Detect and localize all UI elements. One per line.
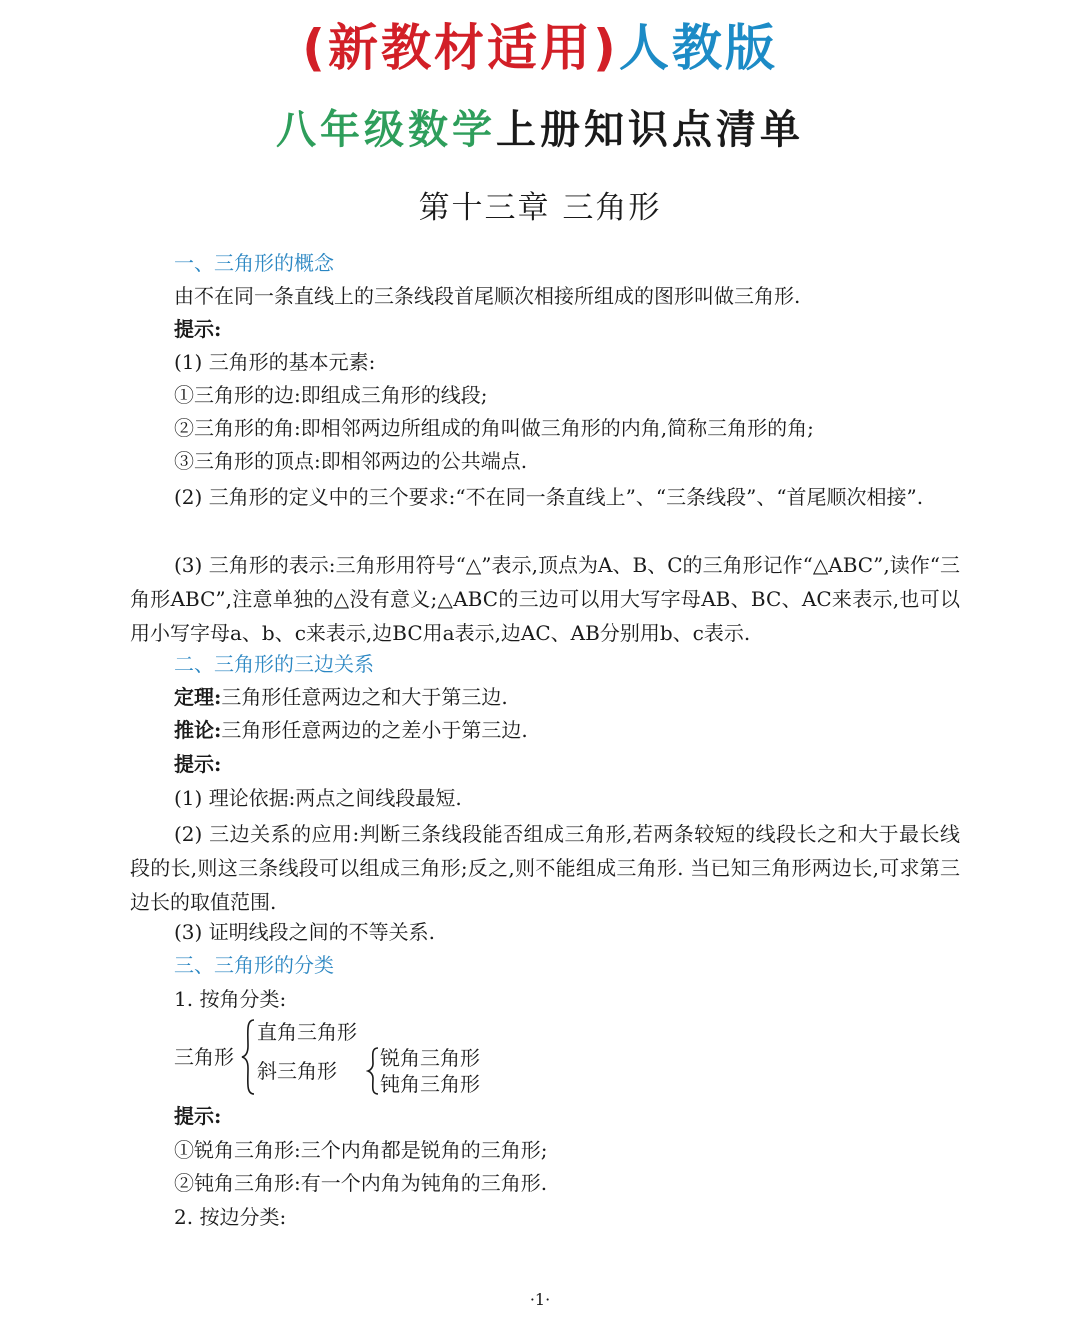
theorem xyxy=(174,683,508,711)
point-1a: ①三角形的边:即组成三角形的线段; xyxy=(174,383,488,407)
tree-leaf-obtuse: 钝角三角形 xyxy=(380,1072,480,1096)
theorem-text: 三角形任意两边之和大于第三边. xyxy=(221,685,508,709)
tip-label-2: 提示: xyxy=(174,752,222,776)
s2-point-1: (1) 理论依据:两点之间线段最短. xyxy=(174,786,462,810)
brace-2 xyxy=(366,1046,380,1096)
subtitle-part1: 八年级数学 xyxy=(276,107,496,153)
tree-branch-oblique-triangle: 斜三角形 xyxy=(257,1059,337,1083)
point-1: (1) 三角形的基本元素: xyxy=(174,350,376,374)
s3-tip-1: ①锐角三角形:三个内角都是锐角的三角形; xyxy=(174,1138,548,1162)
section-heading-1: 一、三角形的概念 xyxy=(174,251,334,275)
classify-by-angle: 1. 按角分类: xyxy=(174,987,287,1011)
page-number: ·1· xyxy=(529,1290,551,1309)
section-heading-3: 三、三角形的分类 xyxy=(174,953,334,977)
section-heading-2: 二、三角形的三边关系 xyxy=(174,652,374,676)
document-subtitle xyxy=(0,102,1080,158)
definition-text: 由不在同一条直线上的三条线段首尾顺次相接所组成的图形叫做三角形. xyxy=(174,284,801,308)
chapter-title: 第十三章 三角形 xyxy=(418,190,662,226)
tree-branch-right-triangle: 直角三角形 xyxy=(257,1020,357,1044)
corollary-label: 推论: xyxy=(174,718,222,742)
point-3: (3) 三角形的表示:三角形用符号“△”表示,顶点为A、B、C的三角形记作“△ABC”,读作“三角形ABC”,注意单独的△没有意义;△ABC的三边可以用大写字母AB、BC、AC来表示,也可以用小写字母a、b、c来表示,边BC用a表示,边AC、AB分别用b、c表示. xyxy=(130,553,960,645)
document-title xyxy=(0,14,1080,82)
subtitle-part2: 上册知识点清单 xyxy=(496,107,804,153)
theorem-label: 定理: xyxy=(174,685,222,709)
point-1c: ③三角形的顶点:即相邻两边的公共端点. xyxy=(174,449,528,473)
title-part2: 人教版 xyxy=(618,19,778,77)
title-part1: (新教材适用) xyxy=(302,19,619,77)
tree-leaf-acute: 锐角三角形 xyxy=(380,1046,480,1070)
s2-point-2: (2) 三边关系的应用:判断三条线段能否组成三角形,若两条较短的线段长之和大于最长线段的长,则这三条线段可以组成三角形;反之,则不能组成三角形. 当已知三角形两边长,可求第三边长的取值范围. xyxy=(130,822,960,914)
classify-by-side: 2. 按边分类: xyxy=(174,1205,287,1229)
corollary xyxy=(174,716,528,744)
point-2: (2) 三角形的定义中的三个要求:“不在同一条直线上”、“三条线段”、“首尾顺次相接”. xyxy=(174,485,924,509)
corollary-text: 三角形任意两边的之差小于第三边. xyxy=(221,718,528,742)
tip-label-3: 提示: xyxy=(174,1104,222,1128)
s3-tip-2: ②钝角三角形:有一个内角为钝角的三角形. xyxy=(174,1171,548,1195)
point-1b: ②三角形的角:即相邻两边所组成的角叫做三角形的内角,简称三角形的角; xyxy=(174,416,814,440)
tip-label: 提示: xyxy=(174,317,222,341)
s2-point-3: (3) 证明线段之间的不等关系. xyxy=(174,920,436,944)
tree-root: 三角形 xyxy=(174,1045,234,1069)
brace-1 xyxy=(240,1018,256,1096)
